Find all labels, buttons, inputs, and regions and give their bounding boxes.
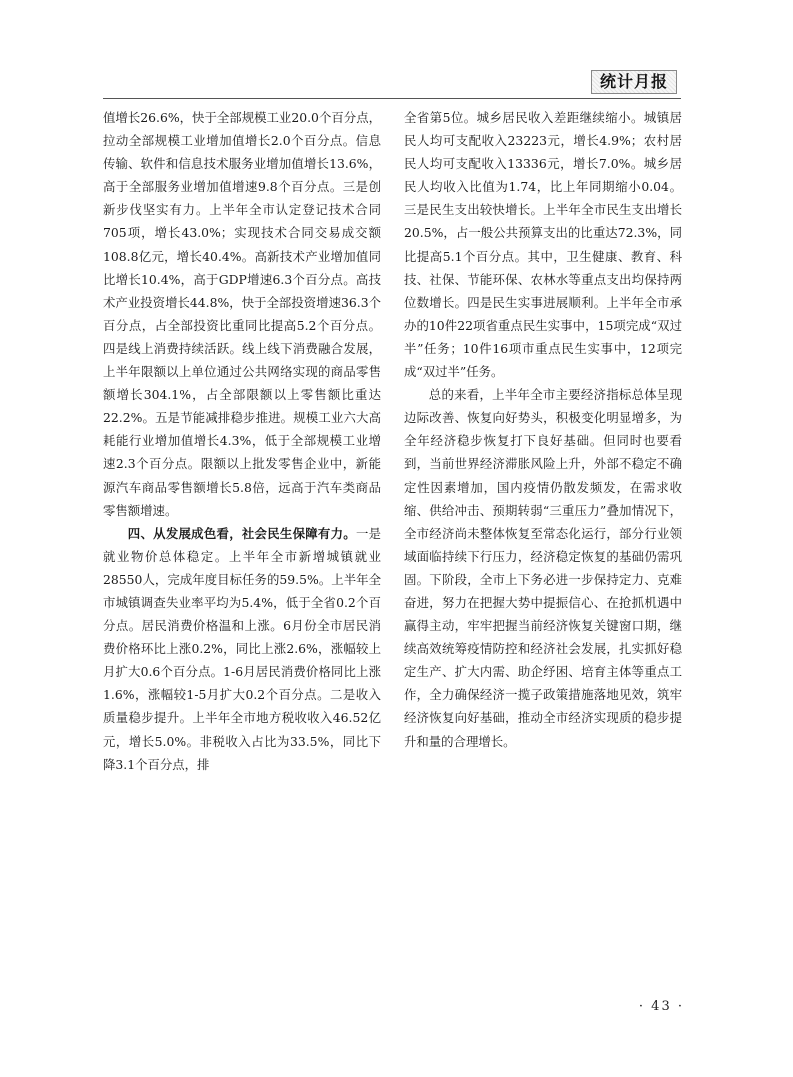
- right-paragraph-2: 总的来看，上半年全市主要经济指标总体呈现边际改善、恢复向好势头，积极变化明显增多，为全年经济稳步恢复打下良好基础。但同时也要看到，当前世界经济滞胀风险上升，外部不稳定不确定性因素增加，国内疫情仍散发频发，在需求收缩、供给冲击、预期转弱“三重压力”叠加情况下，全市经济尚未整体恢复至常态化运行，部分行业领域面临持续下行压力，经济稳定恢复的基础仍需巩固。下阶段，全市上下务必进一步保持定力、克难奋进，努力在把握大势中提振信心、在抢抓机遇中赢得主动，牢牢把握当前经济恢复关键窗口期，继续高效统筹疫情防控和经济社会发展，扎实抓好稳定生产、扩大内需、助企纾困、培育主体等重点工作，全力确保经济一揽子政策措施落地见效，筑牢经济恢复向好基础，推动全市经济实现质的稳步提升和量的合理增长。: [404, 387, 682, 749]
- left-paragraph-1: 值增长26.6%，快于全部规模工业20.0个百分点，拉动全部规模工业增加值增长2.0个百分点。信息传输、软件和信息技术服务业增加值增长13.6%，高于全部服务业增加值增速9.8个百分点。三是创新步伐坚实有力。上半年全市认定登记技术合同705项，增长43.0%；实现技术合同交易成交额108.8亿元，增长40.4%。高新技术产业增加值同比增长10.4%，高于GDP增速6.3个百分点。高技术产业投资增长44.8%，快于全部投资增速36.3个百分点，占全部投资比重同比提高5.2个百分点。四是线上消费持续活跃。线上线下消费融合发展，上半年限额以上单位通过公共网络实现的商品零售额增长304.1%，占全部限额以上零售额比重达22.2%。五是节能减排稳步推进。规模工业六大高耗能行业增加值增长4.3%，低于全部规模工业增速2.3个百分点。限额以上批发零售企业中，新能源汽车商品零售额增长5.8倍，远高于汽车类商品零售额增速。: [103, 110, 381, 518]
- right-column: [404, 106, 682, 753]
- page-number: · 43 ·: [638, 999, 684, 1014]
- left-paragraph-2-body: 一是就业物价总体稳定。上半年全市新增城镇就业28550人，完成年度目标任务的59.5%。上半年全市城镇调查失业率平均为5.4%，低于全省0.2个百分点。居民消费价格温和上涨。6月份全市居民消费价格环比上涨0.2%，同比上涨2.6%，涨幅较上月扩大0.6个百分点。1-6月居民消费价格同比上涨1.6%，涨幅较1-5月扩大0.2个百分点。二是收入质量稳步提升。上半年全市地方税收收入46.52亿元，增长5.0%。非税收入占比为33.5%，同比下降3.1个百分点，排: [103, 525, 382, 772]
- right-paragraph-1: 全省第5位。城乡居民收入差距继续缩小。城镇居民人均可支配收入23223元，增长4.9%；农村居民人均可支配收入13336元，增长7.0%。城乡居民人均收入比值为1.74，比上年同期缩小0.04。三是民生支出较快增长。上半年全市民生支出增长20.5%，占一般公共预算支出的比重达72.3%，同比提高5.1个百分点。其中，卫生健康、教育、科技、社保、节能环保、农林水等重点支出均保持两位数增长。四是民生实事进展顺利。上半年全市承办的10件22项省重点民生实事中，15项完成“双过半”任务；10件16项市重点民生实事中，12项完成“双过半”任务。: [404, 110, 682, 380]
- header-rule: [103, 98, 681, 99]
- left-column: [103, 106, 381, 776]
- masthead-title: 统计月报: [591, 70, 677, 94]
- section-heading: 四、从发展成色看，社会民生保障有力。: [127, 525, 356, 541]
- left-paragraph-2: [103, 522, 381, 776]
